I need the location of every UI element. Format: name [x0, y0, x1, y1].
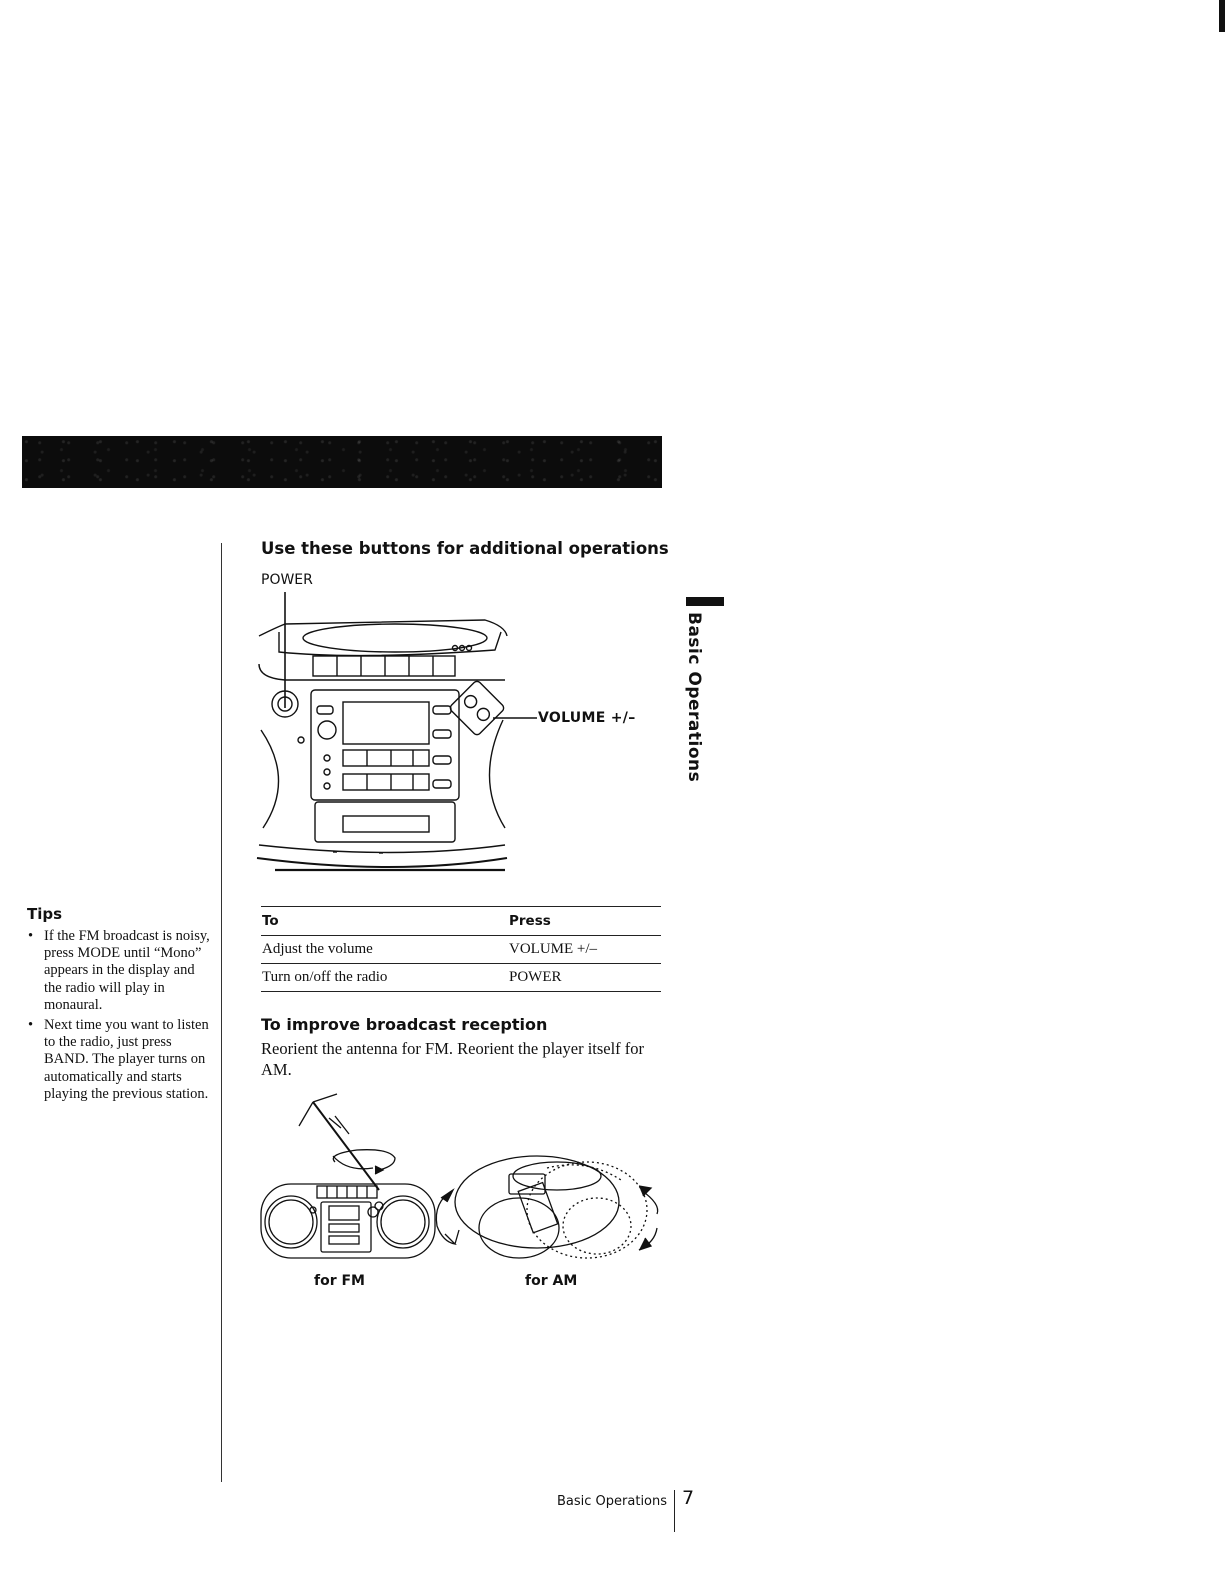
- cell-to: Turn on/off the radio: [262, 969, 388, 985]
- side-tab-label: Basic Operations: [684, 612, 704, 783]
- reception-heading: To improve broadcast reception: [261, 1015, 548, 1034]
- header-press: Press: [509, 913, 551, 929]
- am-caption: for AM: [525, 1273, 578, 1289]
- table-row: [261, 936, 661, 964]
- operations-table: [261, 906, 661, 992]
- tip-text: If the FM broadcast is noisy, press MODE until “Mono” appears in the display and the radio will play in monaural.: [44, 928, 210, 1013]
- header-band: [22, 436, 662, 488]
- cell-press: POWER: [509, 969, 562, 985]
- fm-caption: for FM: [314, 1273, 365, 1289]
- table-row: [261, 964, 661, 992]
- footer-section-name: Basic Operations: [557, 1494, 668, 1509]
- page-number: 7: [682, 1487, 695, 1509]
- corner-mark: [1219, 0, 1225, 32]
- tip-item: [28, 1017, 213, 1103]
- reception-text: Reorient the antenna for FM. Reorient the player itself for AM.: [261, 1039, 645, 1079]
- bullet: •: [28, 1017, 34, 1034]
- tips-list: [28, 928, 213, 1106]
- volume-label: VOLUME +/–: [538, 710, 636, 726]
- tip-text: Next time you want to listen to the radio, just press BAND. The player turns on automatically and starts playing the previous station.: [44, 1017, 209, 1102]
- column-rule: [221, 543, 222, 1482]
- cell-press: VOLUME +/–: [509, 941, 598, 957]
- tip-item: [28, 928, 213, 1014]
- cell-to: Adjust the volume: [262, 941, 373, 957]
- header-to: To: [262, 913, 279, 929]
- footer-rule: [674, 1490, 675, 1532]
- tips-heading: Tips: [27, 905, 63, 923]
- table-header-row: [261, 906, 661, 936]
- bullet: •: [28, 928, 34, 944]
- reception-diagram: [257, 1090, 667, 1265]
- side-tab-bar: [686, 597, 724, 606]
- power-label: POWER: [261, 572, 313, 588]
- player-diagram: [255, 590, 545, 882]
- section-heading: Use these buttons for additional operations: [261, 539, 669, 558]
